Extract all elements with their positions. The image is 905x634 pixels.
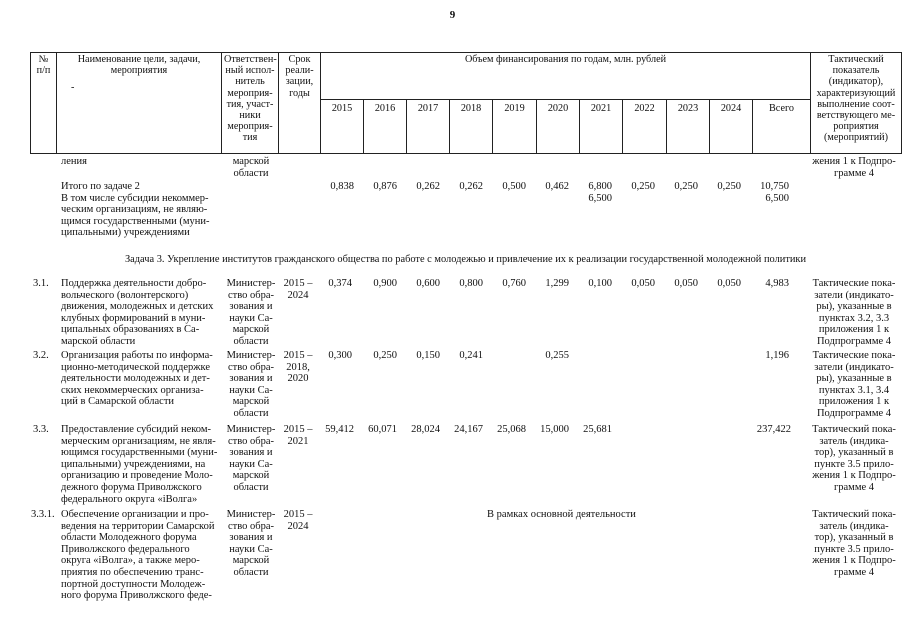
header-term: Срок реали- зации, годы xyxy=(279,53,321,154)
value-cell: 0,050 xyxy=(631,278,655,289)
value-cell: 0,050 xyxy=(674,278,698,289)
value-cell: 0,050 xyxy=(717,278,741,289)
row-term: 2015 – 2024 xyxy=(283,278,313,301)
value-cell: 0,500 xyxy=(502,181,526,192)
row-responsible: Министер- ство обра- зования и науки Са- марской области xyxy=(226,278,276,347)
value-cell: 0,150 xyxy=(416,350,440,361)
value-cell: 0,760 xyxy=(502,278,526,289)
continuation-responsible: марской области xyxy=(232,156,270,179)
value-cell: 60,071 xyxy=(368,424,397,435)
task3-title: Задача 3. Укрепление институтов гражданского общества по работе с молодежью и привлечение их к реализации государственной молодежной политики xyxy=(124,254,807,265)
year-cell: 2022 xyxy=(623,100,667,154)
row-indicator: Тактический пока- затель (индика- тор), указанный в пункте 3.5 прило- жения 1 к Подпро- грамме 4 xyxy=(812,424,896,493)
value-cell: 0,255 xyxy=(545,350,569,361)
total-row-name: Итого по задаче 2 В том числе субсидии некоммер- ческим организациям, не являю- щимся государственными (муни- ципальными) учреждениями xyxy=(61,181,210,239)
year-cell: 2015 xyxy=(321,100,364,154)
row-indicator: Тактические пока- затели (индикато- ры), указанные в пунктах 3.2, 3.3 приложения 1 к Подпрограмме 4 xyxy=(812,278,896,347)
table-header xyxy=(30,52,902,154)
year-cell: 2019 xyxy=(493,100,537,154)
header-indicator: Тактический показатель (индикатор), характеризующий выполнение соот- ветствующего ме- роприятия (мероприятий) xyxy=(811,53,902,154)
row-num: 3.2. xyxy=(33,350,49,361)
row-name: Организация работы по информа- ционно-методической поддержке деятельности молодежных и дет- ских некоммерческих организа- ций в Самарской области xyxy=(61,350,213,408)
row-name: Предоставление субсидий неком- мерческим организациям, не явля- ющимся государственными (муни- ципальными) учреждениями, на организацию и проведение Моло- дежного форума Приволжского федерального округа «iВолга» xyxy=(61,424,218,505)
value-cell: 0,838 xyxy=(330,181,354,192)
row-num: 3.1. xyxy=(33,278,49,289)
value-cell: 0,250 xyxy=(674,181,698,192)
row-term: 2015 – 2021 xyxy=(283,424,313,447)
value-cell: 237,422 xyxy=(756,424,791,435)
year-cell: 2021 xyxy=(580,100,623,154)
row-name: Поддержка деятельности добро- вольческого (волонтерского) движения, молодежных и детских клубных формирований в муни- ципальных образованиях в Са- марской области xyxy=(61,278,214,347)
value-cell: 24,167 xyxy=(454,424,483,435)
value-cell: 0,262 xyxy=(416,181,440,192)
value-cell: 1,299 xyxy=(545,278,569,289)
value-cell: 0,876 xyxy=(373,181,397,192)
header-dash: - xyxy=(71,82,75,94)
year-cell: 2016 xyxy=(364,100,407,154)
continuation-name: ления xyxy=(61,156,87,167)
value-cell: 0,900 xyxy=(373,278,397,289)
continuation-indicator: жения 1 к Подпро- грамме 4 xyxy=(812,156,896,179)
row-term: 2015 – 2018, 2020 xyxy=(283,350,313,385)
year-cell: Всего xyxy=(753,100,811,154)
year-cell: 2024 xyxy=(710,100,753,154)
row-responsible: Министер- ство обра- зования и науки Са- марской области xyxy=(226,509,276,578)
value-cell: 0,250 xyxy=(373,350,397,361)
row-indicator: Тактические пока- затели (индикато- ры), указанные в пунктах 3.1, 3.4 приложения 1 к Подпрограмме 4 xyxy=(812,350,896,419)
value-cell: 0,462 xyxy=(545,181,569,192)
value-cell: 0,300 xyxy=(328,350,352,361)
header-name: Наименование цели, задачи, мероприятия xyxy=(77,54,201,77)
value-cell: 25,681 xyxy=(583,424,612,435)
row-term: 2015 – 2024 xyxy=(283,509,313,532)
value-cell: 1,196 xyxy=(765,350,789,361)
value-cell: 4,983 xyxy=(765,278,789,289)
page-number: 9 xyxy=(449,9,456,21)
year-cell: 2020 xyxy=(537,100,580,154)
row-name: Обеспечение организации и про- ведения на территории Самарской области Молодежного форума Приволжского федерального округа «iВолга», а также меро- приятия по обеспечению транс- портной доступности Молодеж- ного форума Приволжского феде- xyxy=(61,509,215,602)
value-cell: 0,374 xyxy=(328,278,352,289)
value-cell: 28,024 xyxy=(411,424,440,435)
row-num: 3.3.1. xyxy=(31,509,55,520)
row-responsible: Министер- ство обра- зования и науки Са- марской области xyxy=(226,350,276,419)
value-cell: 0,241 xyxy=(459,350,483,361)
value-cell: 0,250 xyxy=(631,181,655,192)
row-num: 3.3. xyxy=(33,424,49,435)
value-cell: 0,250 xyxy=(717,181,741,192)
year-cell: 2023 xyxy=(667,100,710,154)
value-cell: 0,600 xyxy=(416,278,440,289)
year-cell: 2017 xyxy=(407,100,450,154)
header-num: № п/п xyxy=(31,53,57,154)
row-indicator: Тактический пока- затель (индика- тор), указанный в пункте 3.5 прило- жения 1 к Подпро- грамме 4 xyxy=(812,509,896,578)
header-financing: Объем финансирования по годам, млн. рублей xyxy=(321,53,811,100)
value-cell: 59,412 xyxy=(325,424,354,435)
year-cell: 2018 xyxy=(450,100,493,154)
header-name-cell xyxy=(57,53,222,154)
value-cell: 0,100 xyxy=(588,278,612,289)
value-cell: 15,000 xyxy=(540,424,569,435)
value-cell: 6,800 6,500 xyxy=(588,181,612,204)
value-cell: 25,068 xyxy=(497,424,526,435)
row-responsible: Министер- ство обра- зования и науки Са- марской области xyxy=(226,424,276,493)
row-financing-text: В рамках основной деятельности xyxy=(487,509,636,520)
value-cell: 0,800 xyxy=(459,278,483,289)
value-cell: 0,262 xyxy=(459,181,483,192)
header-responsible: Ответствен- ный испол- нитель мероприя- тия, участ- ники мероприя- тия xyxy=(222,53,279,154)
value-cell: 10,750 6,500 xyxy=(760,181,789,204)
